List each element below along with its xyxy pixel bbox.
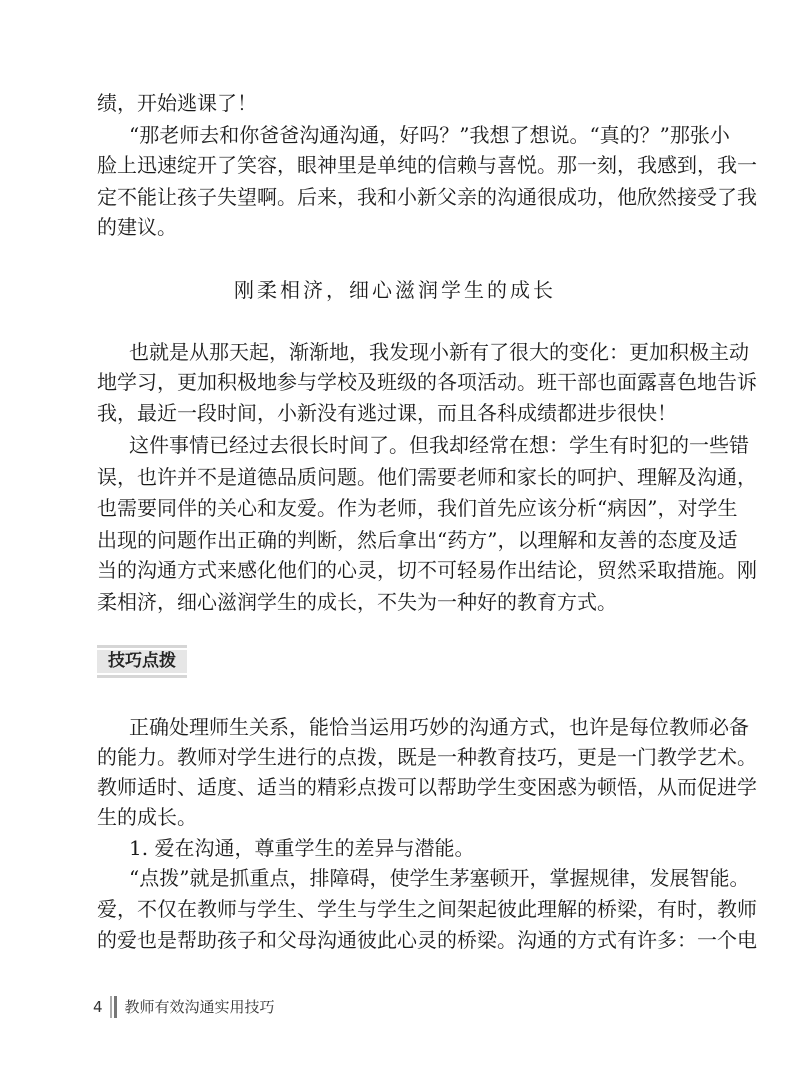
text-line: 柔相济，细心滋润学生的成长，不失为一种好的教育方式。 xyxy=(97,590,617,614)
text-line: 我，最近一段时间，小新没有逃过课，而且各科成绩都进步很快！ xyxy=(97,401,677,425)
text-line: 生的成长。 xyxy=(97,805,197,829)
text-line: 这件事情已经过去很长时间了。但我却经常在想：学生有时犯的一些错 xyxy=(129,433,749,457)
text-line: 定不能让孩子失望啊。后来，我和小新父亲的沟通很成功，他欣然接受了我 xyxy=(97,185,757,209)
text-line: 正确处理师生关系，能恰当运用巧妙的沟通方式，也许是每位教师必备 xyxy=(129,715,749,739)
text-line: “点拨”就是抓重点，排障碍，使学生茅塞顿开，掌握规律，发展智能。 xyxy=(129,866,750,890)
text-line: 绩，开始逃课了！ xyxy=(97,91,257,115)
page-footer xyxy=(93,996,275,1018)
text-line: 地学习，更加积极地参与学校及班级的各项活动。班干部也面露喜色地告诉 xyxy=(97,370,757,394)
text-line: 脸上迅速绽开了笑容，眼神里是单纯的信赖与喜悦。那一刻，我感到，我一 xyxy=(97,153,757,177)
text-line: 当的沟通方式来感化他们的心灵，切不可轻易作出结论，贸然采取措施。刚 xyxy=(97,558,757,582)
text-line: “那老师去和你爸爸沟通沟通，好吗？”我想了想说。“真的？”那张小 xyxy=(129,123,730,147)
text-line: 的建议。 xyxy=(97,215,177,239)
point-heading: 1. 爱在沟通，尊重学生的差异与潜能。 xyxy=(129,836,475,860)
page-number: 4 xyxy=(93,998,103,1016)
book-title: 教师有效沟通实用技巧 xyxy=(124,998,275,1016)
text-line: 教师适时、适度、适当的精彩点拨可以帮助学生变困惑为顿悟，从而促进学 xyxy=(97,775,757,799)
text-line: 出现的问题作出正确的判断，然后拿出“药方”，以理解和友善的态度及适 xyxy=(97,528,738,552)
text-line: 的爱也是帮助孩子和父母沟通彼此心灵的桥梁。沟通的方式有许多：一个电 xyxy=(97,928,757,952)
text-line: 爱，不仅在教师与学生、学生与学生之间架起彼此理解的桥梁，有时，教师 xyxy=(97,897,757,921)
text-line: 的能力。教师对学生进行的点拨，既是一种教育技巧，更是一门教学艺术。 xyxy=(97,745,757,769)
section-heading: 刚柔相济，细心滋润学生的成长 xyxy=(234,278,556,302)
double-bar-divider xyxy=(110,996,117,1018)
tip-section-label xyxy=(97,645,187,678)
tip-title: 技巧点拨 xyxy=(97,650,187,673)
text-line: 误，也许并不是道德品质问题。他们需要老师和家长的呵护、理解及沟通， xyxy=(97,465,757,489)
text-line: 也就是从那天起，渐渐地，我发现小新有了很大的变化：更加积极主动 xyxy=(129,340,749,364)
text-line: 也需要同伴的关心和友爱。作为老师，我们首先应该分析“病因”，对学生 xyxy=(97,496,738,520)
